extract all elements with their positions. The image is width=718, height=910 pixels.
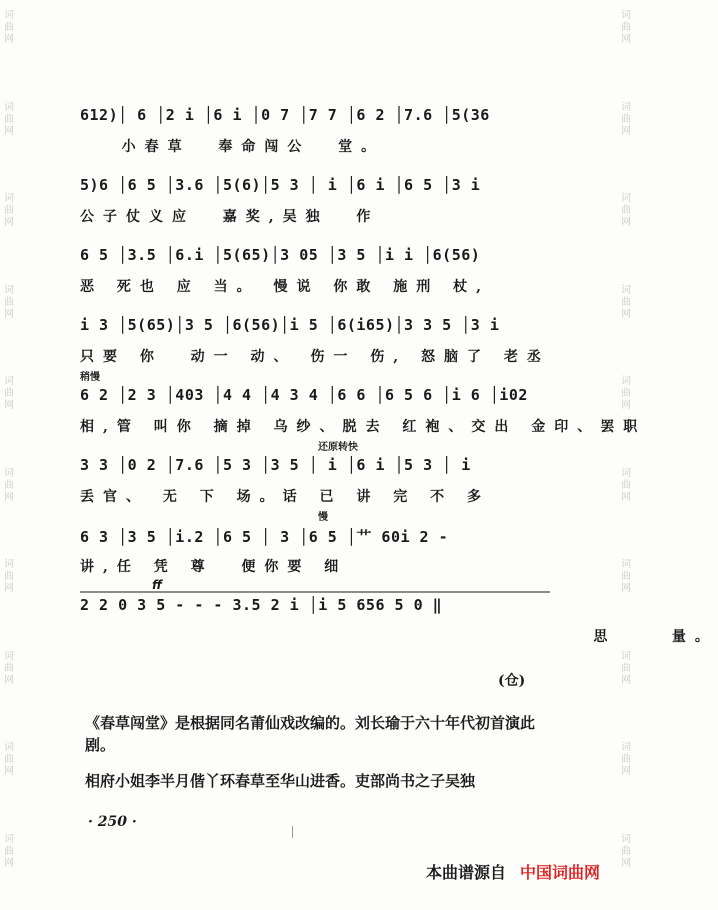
dynamic-marking: ff — [152, 578, 162, 592]
notation-line: 612)│ 6 │2 i │6 i │0 7 │7 7 │6 2 │7.6 │5(36 — [80, 106, 490, 124]
score-system-5 — [80, 372, 647, 446]
divider — [292, 826, 293, 838]
lyrics-line: 公子仗义应 嘉奖,吴独 作 — [80, 209, 380, 225]
score-system-6 — [80, 442, 560, 516]
lyrics-line: 小春草 奉命闯公 堂。 — [80, 139, 385, 155]
lyrics-line: 相,管 叫你 摘掉 乌纱、脱去 红袍、交出 金印、罢职 — [80, 419, 647, 435]
tempo-marking: 稍慢 — [80, 372, 100, 383]
tempo-marking: 还原转快 — [318, 442, 358, 453]
notation-line: 6 2 │2 3 │403 │4 4 │4 3 4 │6 6 │6 5 6 │i 6 │i02 — [80, 386, 528, 404]
score-system-1 — [80, 96, 560, 166]
score-system-2 — [80, 166, 560, 236]
source-site: 中国词曲网 — [519, 863, 600, 882]
score-system-7 — [80, 512, 560, 586]
paragraph: 《春草闯堂》是根据同名莆仙戏改编的。刘长瑜于六十年代初首演此剧。 — [85, 714, 536, 754]
tempo-marking: 慢 — [318, 512, 328, 523]
watermark-right: 词 曲 网 词 曲 网 词 曲 网 词 曲 网 词 曲 网 词 曲 网 词 曲 网 词 曲 网 词 曲 网 词 曲 网 — [621, 10, 631, 869]
paragraph: 相府小姐李半月偕丫环春草至华山进香。吏部尚书之子吴独 — [85, 772, 476, 790]
score-system-3 — [80, 236, 560, 306]
score-system-4 — [80, 306, 560, 376]
notation-line: 6 3 │3 5 │i.2 │6 5 │ 3 │6 5 │艹 60i 2 - — [80, 528, 449, 546]
lyrics-line: 只要 你 动一 动、 伤一 伤, 怒脑了 老丞 — [80, 349, 550, 365]
source-label: 本曲谱源自 — [425, 863, 506, 882]
score-system-8 — [80, 578, 718, 656]
lyrics-line: 思 量。 — [80, 629, 718, 645]
notation-line: i 3 │5(65)│3 5 │6(56)│i 5 │6(i65)│3 3 5 │3 i — [80, 316, 500, 334]
lyrics-line: 丢官、 无 下 场。话 已 讲 完 不 多 — [80, 489, 490, 505]
lyrics-line: 恶 死也 应 当。 慢说 你敢 施刑 杖, — [80, 279, 490, 295]
ending-note: (仓) — [498, 673, 526, 689]
notation-line: 6 5 │3.5 │6.i │5(65)│3 05 │3 5 │i i │6(56) — [80, 246, 481, 264]
page-number: · 250 · — [88, 814, 137, 830]
lyrics-line: 讲,任 凭 尊 便你要 细 — [80, 559, 348, 575]
watermark-left: 词 曲 网 词 曲 网 词 曲 网 词 曲 网 词 曲 网 词 曲 网 词 曲 网 词 曲 网 词 曲 网 词 曲 网 — [4, 10, 14, 869]
notation-line: 5)6 │6 5 │3.6 │5(6)│5 3 │ i │6 i │6 5 │3 i — [80, 176, 481, 194]
notation-line: 2 2 0 3 5 - - - 3.5 2 i │i 5 656 5 0 ‖ — [80, 596, 443, 614]
slur-line — [80, 584, 560, 594]
notation-line: 3 3 │0 2 │7.6 │5 3 │3 5 │ i │6 i │5 3 │ i — [80, 456, 471, 474]
source-credit — [426, 860, 600, 883]
